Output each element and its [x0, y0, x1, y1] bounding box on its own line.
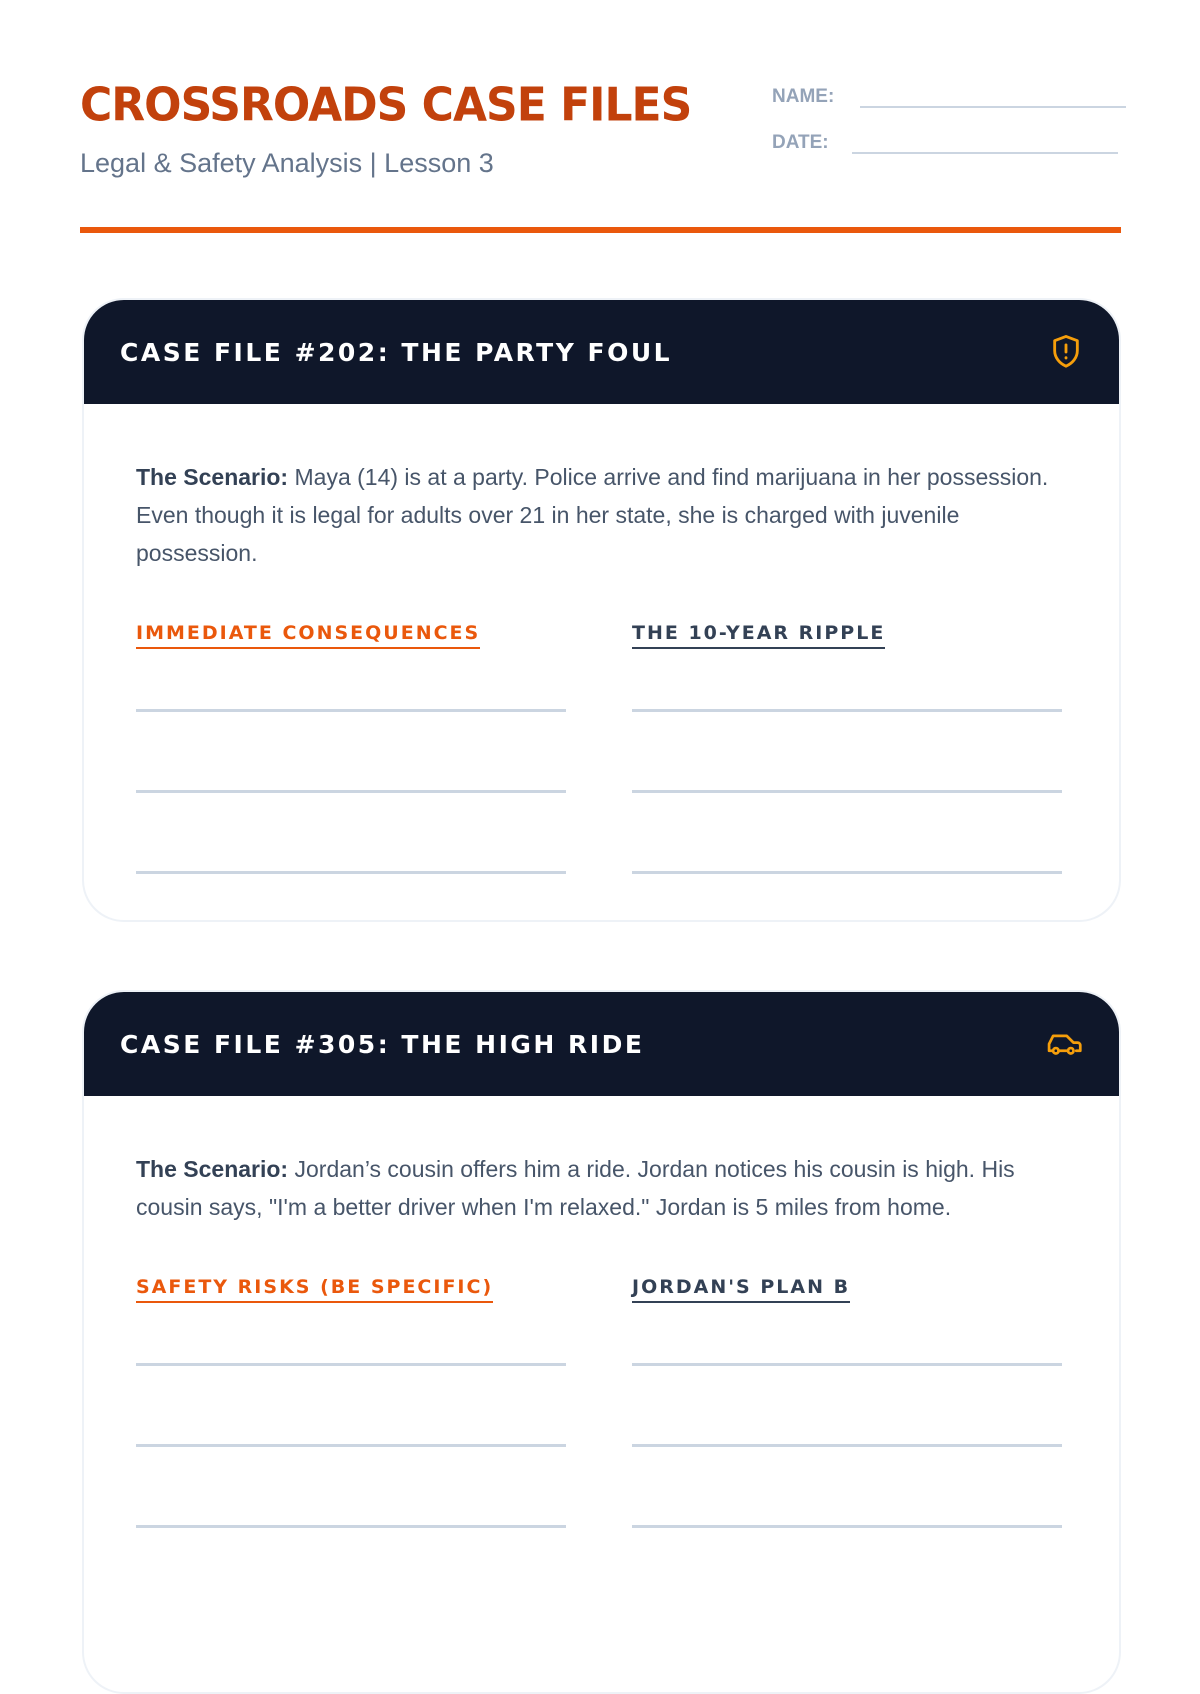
date-label: DATE:: [772, 132, 829, 153]
writing-line[interactable]: [136, 712, 566, 793]
ten-year-ripple-section: [632, 622, 1062, 874]
page-title: CROSSROADS CASE FILES: [80, 78, 692, 133]
writing-line[interactable]: [136, 1447, 566, 1528]
date-field[interactable]: [772, 130, 1118, 154]
name-label: NAME:: [772, 86, 835, 107]
writing-line[interactable]: [632, 1366, 1062, 1447]
scenario-text: [136, 458, 1067, 572]
writing-line[interactable]: [632, 1303, 1062, 1366]
scenario-label: The Scenario:: [136, 464, 289, 490]
date-input-line[interactable]: [852, 130, 1118, 154]
writing-line[interactable]: [136, 1366, 566, 1447]
section-heading: THE 10-YEAR RIPPLE: [632, 622, 885, 649]
section-heading: JORDAN'S PLAN B: [632, 1276, 850, 1303]
name-input-line[interactable]: [860, 84, 1126, 108]
scenario-text: [136, 1150, 1067, 1226]
safety-risks-section: [136, 1276, 566, 1528]
case-title: CASE FILE #305: THE HIGH RIDE: [120, 1029, 645, 1059]
writing-line[interactable]: [632, 712, 1062, 793]
section-heading: IMMEDIATE CONSEQUENCES: [136, 622, 480, 649]
writing-line[interactable]: [632, 1447, 1062, 1528]
case-card-202: [82, 298, 1121, 922]
immediate-consequences-section: [136, 622, 566, 874]
plan-b-section: [632, 1276, 1062, 1528]
shield-alert-icon: [1049, 333, 1083, 371]
writing-line[interactable]: [136, 649, 566, 712]
writing-line[interactable]: [136, 1303, 566, 1366]
case-title: CASE FILE #202: THE PARTY FOUL: [120, 337, 673, 367]
case-card-305: [82, 990, 1121, 1694]
header-divider: [80, 227, 1121, 233]
case-header: [84, 300, 1119, 404]
scenario-label: The Scenario:: [136, 1156, 289, 1182]
name-field[interactable]: [772, 84, 1126, 108]
scenario-body: Maya (14) is at a party. Police arrive and find marijuana in her possession. Even though it is legal for adults over 21 in her state, she is charged with juvenile possession.: [136, 464, 1049, 566]
writing-line[interactable]: [136, 793, 566, 874]
writing-line[interactable]: [632, 649, 1062, 712]
writing-line[interactable]: [632, 793, 1062, 874]
case-header: [84, 992, 1119, 1096]
car-icon: [1045, 1030, 1083, 1058]
section-heading: SAFETY RISKS (BE SPECIFIC): [136, 1276, 493, 1303]
scenario-body: Jordan’s cousin offers him a ride. Jordan notices his cousin is high. His cousin says, "I'm a better driver when I'm relaxed." Jordan is 5 miles from home.: [136, 1156, 1015, 1220]
page-subtitle: Legal & Safety Analysis | Lesson 3: [80, 148, 494, 178]
